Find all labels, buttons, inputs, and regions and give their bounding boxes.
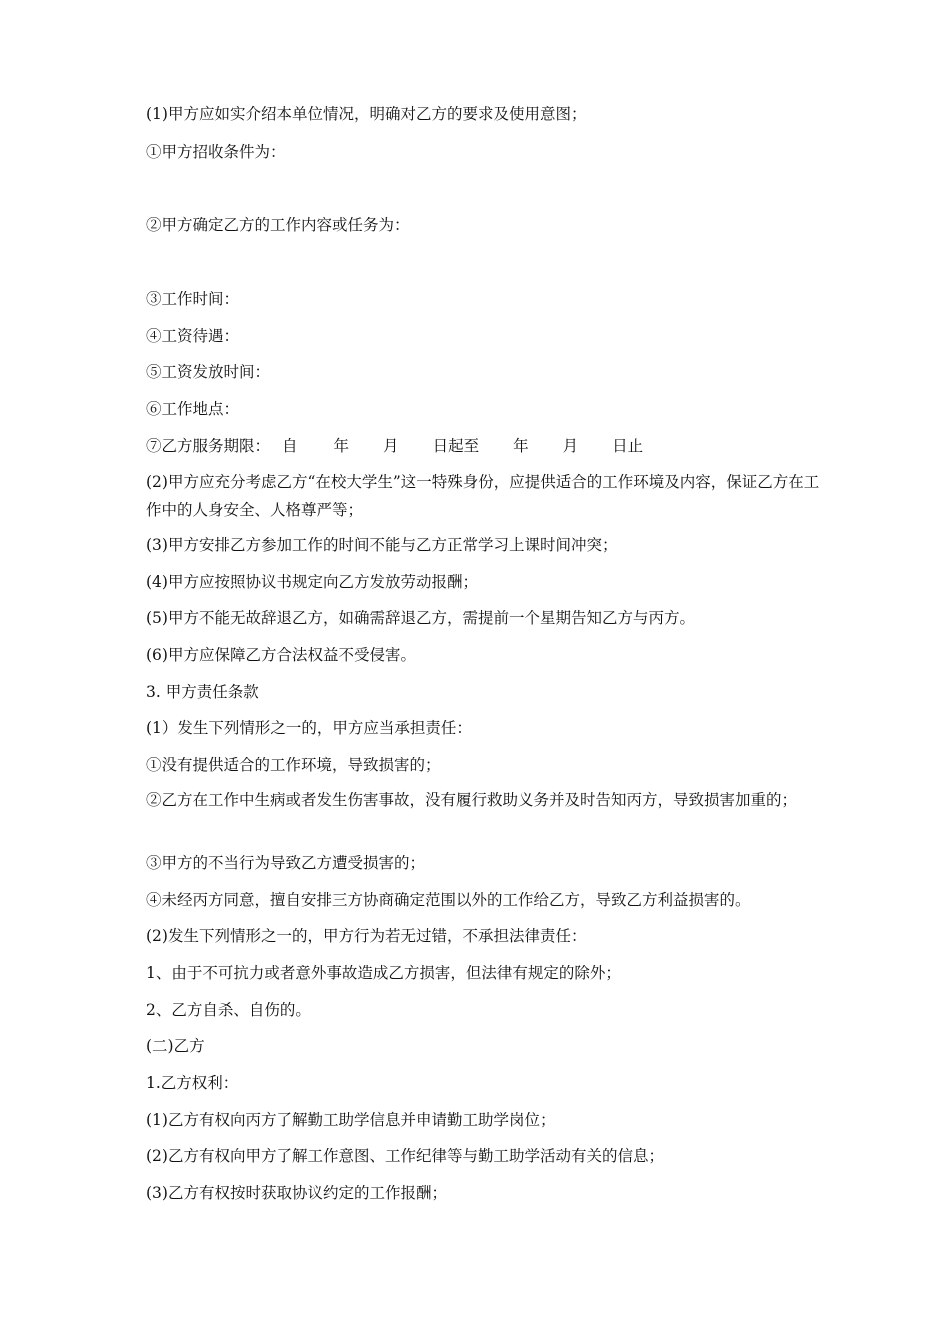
work-location-line: ⑥工作地点：: [146, 400, 240, 418]
work-content-line: ②甲方确定乙方的工作内容或任务为：: [146, 216, 410, 234]
liability-item-3: ③甲方的不当行为导致乙方遭受损害的；: [146, 854, 426, 872]
service-term-label: ⑦乙方服务期限：: [146, 437, 271, 455]
liability-2-line: (2)发生下列情形之一的，甲方行为若无过错，不承担法律责任：: [146, 927, 587, 945]
party-b-right-3: (3)乙方有权按时获取协议约定的工作报酬；: [146, 1184, 447, 1202]
work-time-line: ③工作时间：: [146, 290, 240, 308]
party-b-rights-heading: 1.乙方权利：: [146, 1074, 239, 1092]
party-b-heading: (二)乙方: [146, 1037, 205, 1055]
liability-1-line: (1）发生下列情形之一的，甲方应当承担责任：: [146, 719, 472, 737]
section-3-heading: 3. 甲方责任条款: [146, 683, 259, 701]
service-term-day-start: 日起至: [432, 437, 480, 455]
clause-2-paragraph: (2)甲方应充分考虑乙方“在校大学生”这一特殊身份，应提供适合的工作环境及内容，保证乙方在工作中的人身安全、人格尊严等；: [146, 473, 820, 519]
clause-6-line: (6)甲方应保障乙方合法权益不受侵害。: [146, 646, 416, 664]
clause-3-line: (3)甲方安排乙方参加工作的时间不能与乙方正常学习上课时间冲突；: [146, 536, 618, 554]
service-term-day-end: 日止: [612, 437, 644, 455]
service-term-year-1: 年: [333, 437, 350, 455]
recruit-conditions-line: ①甲方招收条件为：: [146, 143, 286, 161]
clause-1-line: (1)甲方应如实介绍本单位情况，明确对乙方的要求及使用意图；: [146, 105, 587, 123]
liability-item-2: ②乙方在工作中生病或者发生伤害事故，没有履行救助义务并及时告知丙方，导致损害加重的；: [146, 791, 798, 809]
service-term-month-1: 月: [383, 437, 399, 455]
wage-line: ④工资待遇：: [146, 327, 240, 345]
service-term-line: [146, 436, 826, 456]
exemption-item-2: 2、乙方自杀、自伤的。: [146, 1001, 311, 1019]
service-term-month-2: 月: [562, 437, 579, 455]
liability-item-1: ①没有提供适合的工作环境，导致损害的；: [146, 756, 441, 774]
service-term-year-2: 年: [513, 437, 529, 455]
party-b-right-1: (1)乙方有权向丙方了解勤工助学信息并申请勤工助学岗位；: [146, 1111, 556, 1129]
service-term-from: 自: [282, 437, 298, 455]
wage-payment-time-line: ⑤工资发放时间：: [146, 363, 271, 381]
party-b-right-2: (2)乙方有权向甲方了解工作意图、工作纪律等与勤工助学活动有关的信息；: [146, 1147, 664, 1165]
clause-4-line: (4)甲方应按照协议书规定向乙方发放劳动报酬；: [146, 573, 478, 591]
liability-item-4: ④未经丙方同意，擅自安排三方协商确定范围以外的工作给乙方，导致乙方利益损害的。: [146, 891, 751, 909]
clause-5-line: (5)甲方不能无故辞退乙方，如确需辞退乙方，需提前一个星期告知乙方与丙方。: [146, 609, 695, 627]
exemption-item-1: 1、由于不可抗力或者意外事故造成乙方损害，但法律有规定的除外；: [146, 964, 621, 982]
